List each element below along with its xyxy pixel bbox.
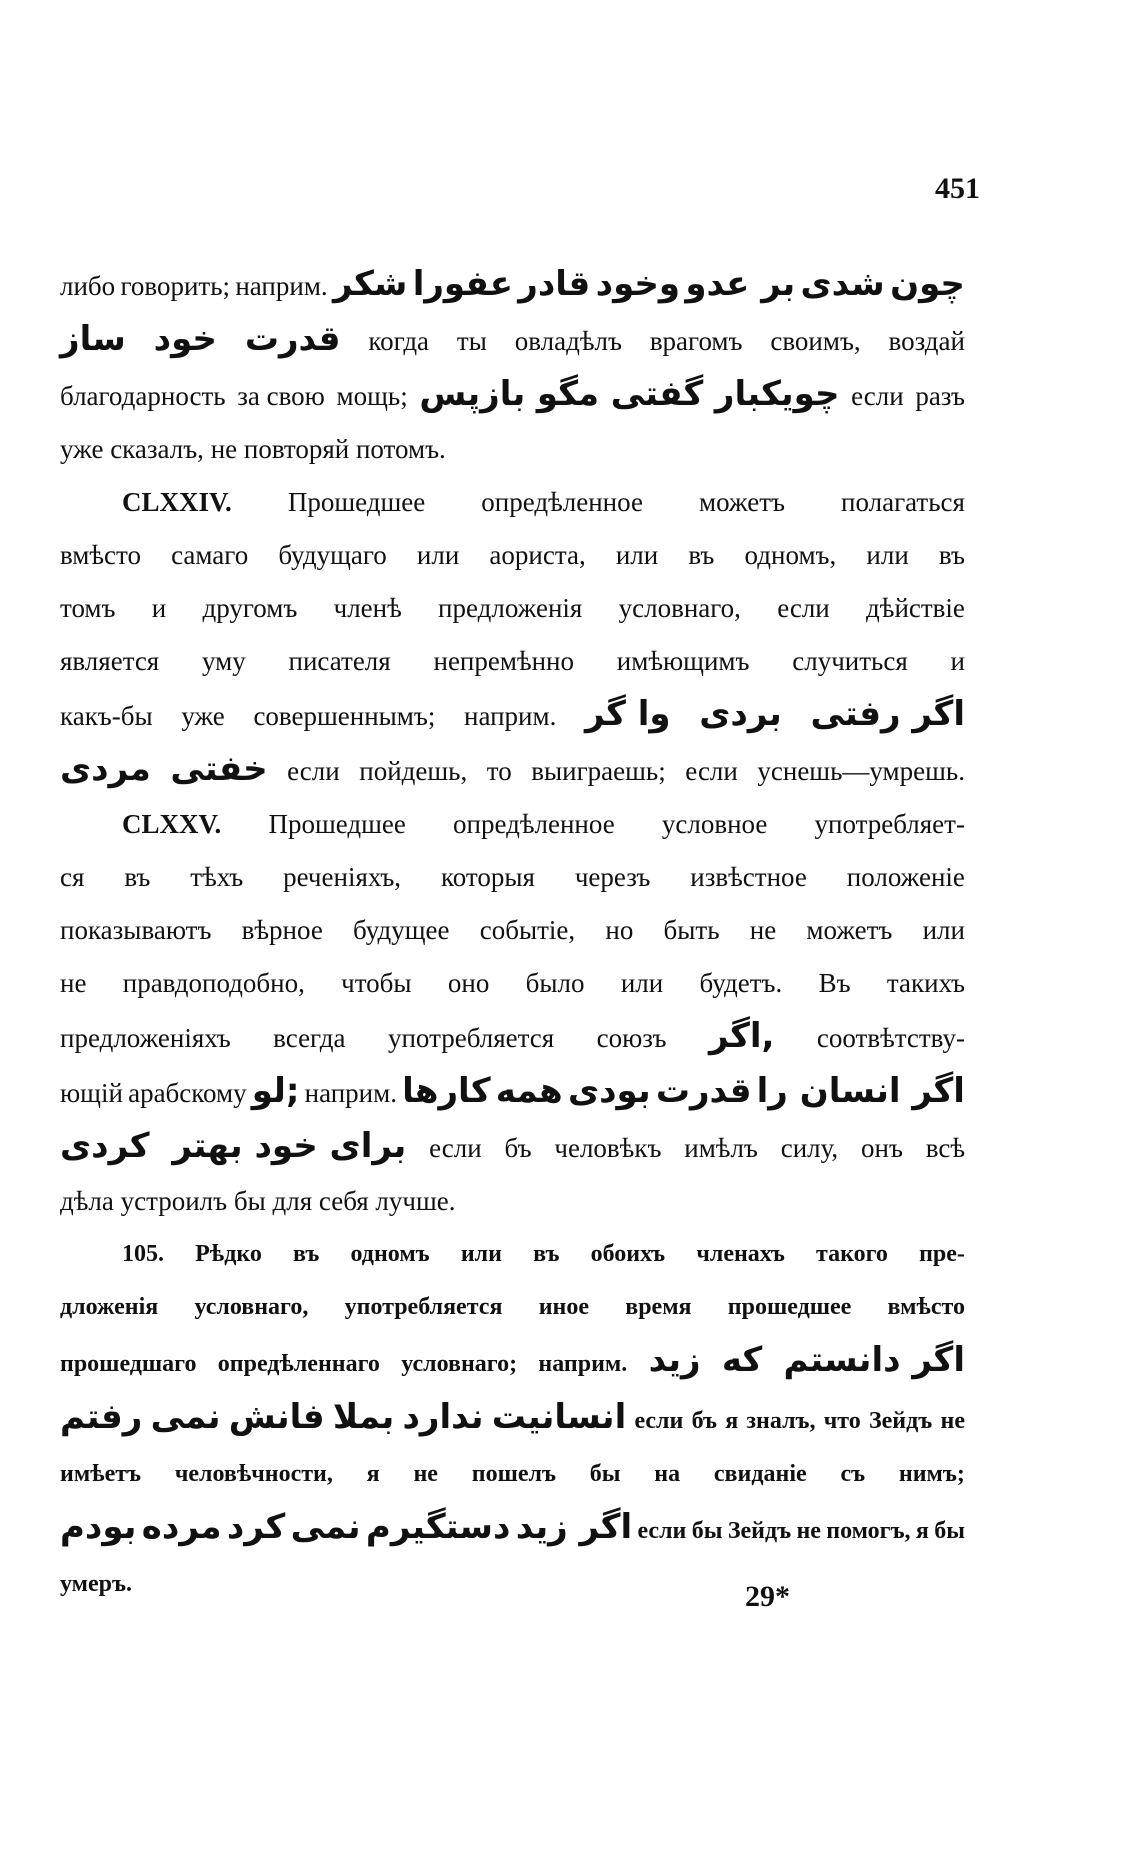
word: бы: [589, 1461, 621, 1487]
word: если: [685, 756, 738, 786]
text-line: [60, 1391, 965, 1448]
word: прошедшаго: [60, 1351, 197, 1377]
word: если: [777, 593, 830, 623]
persian-word: چون: [890, 264, 965, 304]
text-line: [60, 1120, 965, 1175]
persian-word: شکر: [333, 264, 408, 304]
word: повторяй: [243, 434, 350, 464]
persian-word: رفتم: [60, 1397, 143, 1437]
word: томъ: [60, 593, 116, 623]
persian-word: نمی: [150, 1397, 221, 1437]
word: писателя: [288, 646, 391, 676]
word: членѣ: [333, 593, 402, 623]
word: будетъ.: [699, 968, 783, 998]
word: если: [634, 1408, 684, 1434]
word: является: [60, 646, 160, 676]
word: аориста,: [489, 540, 586, 570]
word: опредѣленное: [453, 809, 615, 839]
persian-word: قدرت: [244, 319, 341, 359]
word: ющій: [60, 1078, 123, 1108]
word: мощь;: [336, 381, 408, 411]
persian-word: بازپس: [419, 374, 526, 414]
word: Рѣдко: [195, 1241, 262, 1267]
word: прошедшее: [727, 1294, 852, 1320]
word: предложеніяхъ: [60, 1023, 231, 1053]
word: было: [525, 968, 585, 998]
word: въ: [124, 862, 151, 892]
text-line: [60, 476, 965, 529]
word: Зейдъ: [868, 1408, 933, 1434]
word: за свою: [237, 381, 325, 411]
word: обоихъ: [590, 1241, 666, 1267]
word: не: [940, 1408, 965, 1434]
word: совершеннымъ;: [253, 701, 436, 731]
word: можетъ: [699, 487, 785, 517]
word: показываютъ: [60, 915, 212, 945]
word: не: [210, 434, 238, 464]
text-line: [60, 688, 965, 743]
persian-word: کارها: [402, 1071, 491, 1111]
word: я: [366, 1461, 380, 1487]
text-line: [60, 1228, 965, 1281]
word: соотвѣтству-: [816, 1023, 965, 1053]
word: бъ: [691, 1408, 717, 1434]
persian-word: قادر: [518, 264, 591, 304]
persian-word: که: [721, 1340, 763, 1380]
word: самаго: [171, 540, 249, 570]
text-line: [60, 423, 965, 476]
persian-word: چویکبار: [714, 374, 840, 414]
word: дложенія: [60, 1294, 159, 1320]
word: устроилъ: [120, 1186, 228, 1216]
word: имѣющимъ: [616, 646, 750, 676]
persian-word: همه: [495, 1071, 563, 1111]
word: лучше.: [375, 1186, 456, 1216]
persian-word: بر عدو: [685, 264, 796, 304]
word: членахъ: [696, 1241, 785, 1267]
word: себя: [318, 1186, 369, 1216]
word: когда: [368, 326, 430, 356]
word: дѣла: [60, 1186, 114, 1216]
text-line: [60, 743, 965, 798]
word: силу,: [780, 1133, 839, 1163]
word: съ: [840, 1461, 866, 1487]
persian-word: گفتی: [610, 374, 704, 414]
word: овладѣлъ: [514, 326, 622, 356]
body-text: [60, 258, 965, 1611]
word: не: [796, 1518, 821, 1544]
word: если: [637, 1518, 687, 1544]
word: Прошедшее: [287, 487, 426, 517]
persian-word: خود: [153, 319, 217, 359]
word: арабскому: [128, 1078, 247, 1108]
persian-word: مرده: [141, 1507, 222, 1547]
persian-word: نمی: [290, 1507, 361, 1547]
word: онъ: [861, 1133, 903, 1163]
persian-word: عفورا: [412, 264, 513, 304]
word: умеръ.: [60, 1571, 133, 1597]
word: но: [605, 915, 634, 945]
persian-word: اگر دانستم: [783, 1340, 965, 1380]
word: уму: [202, 646, 246, 676]
persian-word: مردی: [60, 749, 151, 789]
word: въ: [293, 1241, 320, 1267]
word: событіе,: [479, 915, 576, 945]
word: или: [866, 540, 909, 570]
word: полагаться: [841, 487, 965, 517]
persian-word: ندارد: [402, 1397, 484, 1437]
word: иное: [538, 1294, 589, 1320]
word: всегда: [273, 1023, 346, 1053]
word: имѣлъ: [684, 1133, 758, 1163]
text-line: [60, 368, 965, 423]
persian-word: خفتی: [170, 749, 268, 789]
word: и: [950, 646, 965, 676]
word: или: [922, 915, 965, 945]
word: имѣетъ: [60, 1461, 142, 1487]
word: употребляется: [387, 1023, 555, 1053]
word: я: [915, 1518, 929, 1544]
word: предложенія: [438, 593, 583, 623]
word: будущаго: [278, 540, 387, 570]
persian-word: زید: [648, 1340, 701, 1380]
persian-word: اگر زید: [515, 1507, 633, 1547]
word: извѣстное: [690, 862, 807, 892]
word: человѣчности,: [174, 1461, 333, 1487]
persian-word: بودم: [60, 1507, 137, 1547]
persian-word: اگر رفتی: [810, 694, 965, 734]
word: помогъ,: [826, 1518, 911, 1544]
signature-mark: 29*: [745, 1580, 790, 1613]
word: вмѣсто: [887, 1294, 965, 1320]
word: чтобы: [341, 968, 412, 998]
word: употребляет-: [814, 809, 965, 839]
word: врагомъ: [649, 326, 743, 356]
word: пре-: [919, 1241, 965, 1267]
word: на: [654, 1461, 681, 1487]
word: дѣйствіе: [866, 593, 965, 623]
persian-word: لو;: [251, 1071, 300, 1111]
word: нимъ;: [898, 1461, 965, 1487]
word: что: [823, 1408, 861, 1434]
word: положеніе: [846, 862, 965, 892]
word: своимъ,: [770, 326, 861, 356]
text-line: [60, 1010, 965, 1065]
word: зналъ,: [746, 1408, 816, 1434]
word: какъ-бы: [60, 701, 153, 731]
word: бы: [934, 1518, 965, 1544]
word: наприм.: [304, 1078, 397, 1108]
word: Въ: [818, 968, 851, 998]
word: пойдешь,: [359, 756, 468, 786]
word: свиданіе: [713, 1461, 807, 1487]
word: разъ: [915, 381, 965, 411]
word: либо: [60, 271, 116, 301]
word: будущее: [353, 915, 450, 945]
persian-word: وخود: [595, 264, 681, 304]
word: для: [272, 1186, 313, 1216]
persian-word: ساز: [60, 319, 126, 359]
word: союзъ: [596, 1023, 667, 1053]
persian-word: اگر انسان را: [756, 1071, 965, 1111]
section-number: CLXXIV.: [122, 487, 232, 517]
word: въ: [938, 540, 965, 570]
section-number: 105.: [122, 1241, 164, 1267]
persian-word: برای خود بهتر: [172, 1126, 407, 1166]
word: реченіяхъ,: [283, 862, 402, 892]
word: или: [416, 540, 460, 570]
text-line: [60, 1448, 965, 1501]
word: которыя: [440, 862, 535, 892]
word: употребляется: [344, 1294, 503, 1320]
word: если: [429, 1133, 482, 1163]
word: случиться: [792, 646, 908, 676]
text-line: [60, 529, 965, 582]
word: условнаго;: [401, 1351, 518, 1377]
word: непремѣнно: [433, 646, 575, 676]
word: выиграешь;: [531, 756, 666, 786]
persian-word: دستگیرم: [365, 1507, 511, 1547]
persian-word: کرد: [226, 1507, 286, 1547]
word: одномъ: [350, 1241, 430, 1267]
word: такихъ: [886, 968, 965, 998]
persian-word: شدی: [800, 264, 885, 304]
persian-word: انسانیت: [491, 1397, 627, 1437]
word: въ: [533, 1241, 560, 1267]
word: другомъ: [202, 593, 298, 623]
text-line: [60, 1334, 965, 1391]
word: и: [151, 593, 167, 623]
text-line: [60, 582, 965, 635]
word: опредѣленное: [481, 487, 643, 517]
word: сказалъ,: [110, 434, 204, 464]
word: или: [620, 968, 664, 998]
persian-word: وا گر: [585, 694, 671, 734]
persian-word: بملا: [332, 1397, 395, 1437]
word: человѣкъ: [554, 1133, 662, 1163]
word: наприм.: [235, 271, 328, 301]
word: уснешь—умрешь.: [757, 756, 965, 786]
word: Прошедшее: [268, 809, 406, 839]
word: ся: [60, 862, 85, 892]
persian-word: مگو: [536, 374, 600, 414]
word: Зейдъ: [727, 1518, 792, 1544]
word: черезъ: [574, 862, 651, 892]
word: быть: [663, 915, 720, 945]
text-line: [60, 1175, 965, 1228]
text-line: [60, 635, 965, 688]
word: говорить;: [120, 271, 231, 301]
word: условное: [661, 809, 768, 839]
word: уже: [60, 434, 104, 464]
persian-word: بودی: [567, 1071, 651, 1111]
text-line: [60, 1065, 965, 1120]
word: уже: [181, 701, 225, 731]
word: не: [413, 1461, 438, 1487]
word: наприм.: [464, 701, 557, 731]
word: потомъ.: [355, 434, 446, 464]
word: не: [60, 968, 87, 998]
word: время: [625, 1294, 692, 1320]
text-line: [60, 1281, 965, 1334]
word: бъ: [504, 1133, 532, 1163]
word: бы: [233, 1186, 266, 1216]
word: одномъ,: [744, 540, 837, 570]
word: оно: [447, 968, 490, 998]
word: всѣ: [925, 1133, 965, 1163]
word: можетъ: [806, 915, 893, 945]
section-number: CLXXV.: [122, 809, 222, 839]
word: ты: [456, 326, 487, 356]
text-line: [60, 957, 965, 1010]
word: въ: [688, 540, 715, 570]
word: я: [725, 1408, 739, 1434]
text-line: [60, 798, 965, 851]
persian-word: اگر,: [708, 1016, 775, 1056]
word: если: [287, 756, 340, 786]
word: тѣхъ: [190, 862, 244, 892]
persian-word: فانش: [228, 1397, 325, 1437]
word: или: [615, 540, 659, 570]
persian-word: بردی: [699, 694, 782, 734]
word: такого: [816, 1241, 888, 1267]
word: не: [749, 915, 777, 945]
text-line: [60, 313, 965, 368]
word: наприм.: [538, 1351, 628, 1377]
word: то: [486, 756, 512, 786]
word: благодарность: [60, 381, 226, 411]
word: вмѣсто: [60, 540, 141, 570]
persian-word: قدرت: [655, 1071, 752, 1111]
word: вѣрное: [241, 915, 323, 945]
word: опредѣленнаго: [217, 1351, 380, 1377]
word: если: [851, 381, 904, 411]
word: бы: [691, 1518, 723, 1544]
word: воздай: [888, 326, 965, 356]
text-line: [60, 1501, 965, 1558]
persian-word: کردی: [60, 1126, 150, 1166]
word: или: [460, 1241, 502, 1267]
text-line: [60, 1558, 965, 1611]
word: пошелъ: [471, 1461, 556, 1487]
word: условнаго,: [194, 1294, 309, 1320]
word: правдоподобно,: [122, 968, 305, 998]
page-number: 451: [935, 172, 980, 205]
text-line: [60, 904, 965, 957]
text-line: [60, 258, 965, 313]
word: условнаго,: [618, 593, 741, 623]
text-line: [60, 851, 965, 904]
